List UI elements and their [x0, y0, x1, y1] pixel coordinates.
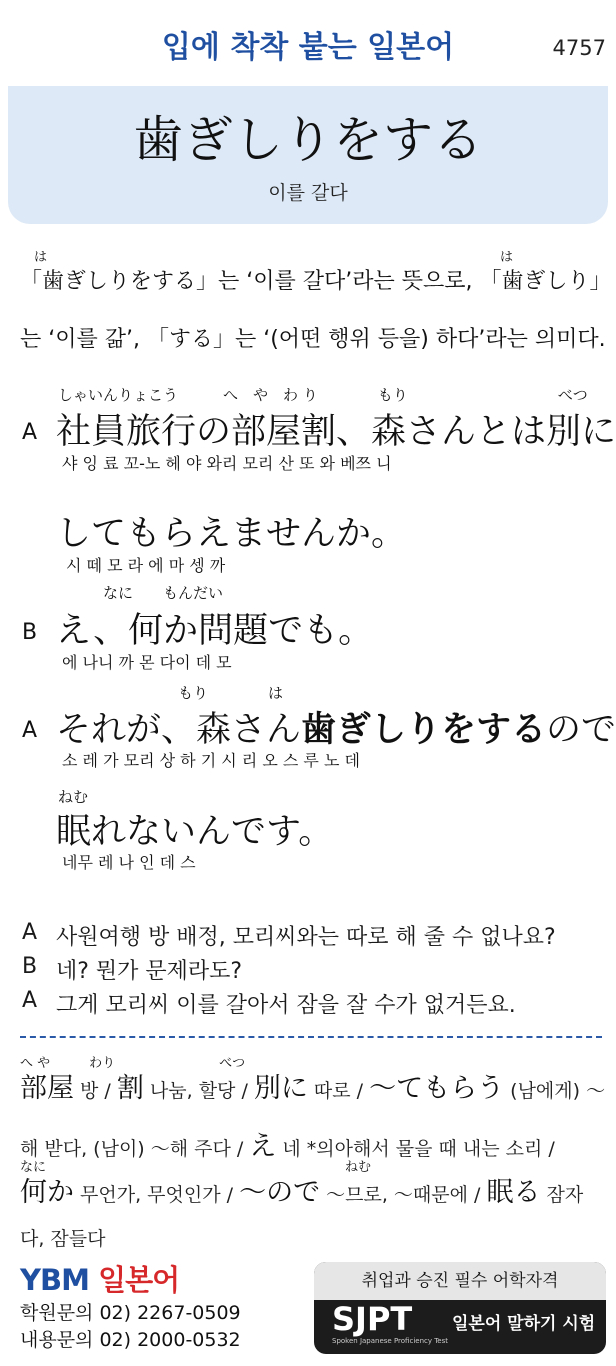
- explanation-line-1: 「歯ぎしりをする」는 ‘이를 갈다’라는 뜻으로, 「歯ぎしり」: [20, 269, 612, 294]
- translation-speaker: B: [22, 954, 38, 979]
- dialogue-reading: 에 나니 까 몬 다이 데 모: [62, 653, 232, 672]
- dialogue-reading: 샤 잉 료 꼬-노 헤 야 와리 모리 산 또 와 베쯔 니: [62, 454, 392, 473]
- vocab-word: 部屋: [20, 1073, 74, 1104]
- vocab-word: 何か: [20, 1177, 74, 1208]
- sjpt-description: 일본어 말하기 시험: [452, 1314, 596, 1334]
- main-subtitle: 이를 갈다: [268, 182, 348, 204]
- vocab-meaning: 나눔, 할당 /: [143, 1080, 254, 1102]
- vocab-row: 다, 잠들다: [20, 1228, 106, 1250]
- dialogue-japanese: [56, 702, 616, 752]
- dialogue-reading: 시 떼 모 라 에 마 셍 까: [66, 556, 226, 575]
- dialogue-reading: 네무 레 나 인 데 스: [62, 853, 196, 872]
- contact-academy: 학원문의 02) 2267-0509: [20, 1302, 241, 1324]
- contact-content: 내용문의 02) 2000-0532: [20, 1329, 241, 1351]
- ybm-logo: [20, 1258, 179, 1299]
- dialogue-furigana: なに もんだい: [58, 584, 224, 602]
- explanation-furigana-2: は: [500, 250, 514, 265]
- dialogue-furigana: もり は: [58, 684, 284, 702]
- dialogue-japanese: 社員旅行の部屋割、森さんとは別に: [56, 412, 616, 452]
- vocab-meaning: 무언가, 무엇인가 /: [74, 1184, 240, 1206]
- dialogue-japanese-post: ので: [546, 710, 616, 750]
- dialogue-speaker: A: [22, 718, 38, 743]
- vocab-word: ～ので: [239, 1177, 321, 1208]
- dialogue-reading: 소 레 가 모리 상 하 기 시 리 오 스 루 노 데: [62, 751, 360, 770]
- vocab-word: 別に: [253, 1073, 308, 1104]
- vocab-meaning: 방 /: [74, 1080, 117, 1102]
- translation-text: 그게 모리씨 이를 갈아서 잠을 잘 수가 없거든요.: [56, 993, 516, 1018]
- translation-speaker: A: [22, 988, 38, 1013]
- dialogue-furigana: ねむ: [58, 788, 89, 806]
- ybm-logo-subtext: 일본어: [98, 1263, 180, 1297]
- vocab-word: ～てもらう: [369, 1073, 505, 1104]
- dialogue-japanese: してもらえませんか。: [56, 514, 407, 554]
- dialogue-japanese: 眠れないんです。: [56, 812, 334, 852]
- vocab-row: [20, 1066, 605, 1105]
- dialogue-speaker: A: [22, 420, 38, 445]
- series-title: 입에 착착 붙는 일본어: [161, 30, 455, 65]
- explanation-line-2: 는 ‘이를 갊’, 「する」는 ‘(어떤 행위 등을) 하다’라는 의미다.: [20, 327, 606, 352]
- translation-speaker: A: [22, 920, 38, 945]
- vocab-word: 割: [116, 1073, 144, 1104]
- vocab-word: 眠る: [486, 1177, 541, 1208]
- sjpt-tagline: 취업과 승진 필수 어학자격: [314, 1262, 606, 1300]
- dialogue-furigana: しゃいんりょこう へ や わ り もり べつ: [58, 386, 588, 404]
- vocab-meaning: (남에게) ～: [504, 1080, 606, 1102]
- main-title: 歯ぎしりをする: [133, 111, 483, 169]
- vocab-meaning: 따로 /: [307, 1080, 370, 1102]
- vocab-word: え: [249, 1131, 277, 1162]
- translation-text: 네? 뭔가 문제라도?: [56, 959, 243, 984]
- translation-text: 사원여행 방 배정, 모리씨와는 따로 해 줄 수 없나요?: [56, 925, 556, 950]
- vocab-meaning: 잠자: [540, 1184, 584, 1206]
- sjpt-logo: SJPT: [332, 1300, 413, 1338]
- vocab-meaning: ～므로, ～때문에 /: [320, 1184, 487, 1206]
- explanation-furigana-1: は: [34, 250, 48, 265]
- section-divider: [20, 1036, 602, 1038]
- sjpt-logo-subtitle: Spoken Japanese Proficiency Test: [332, 1337, 449, 1345]
- vocab-furigana: へ や わり べつ: [20, 1056, 246, 1071]
- vocab-furigana: なに ねむ: [20, 1160, 372, 1175]
- dialogue-japanese: え、何か問題でも。: [56, 611, 374, 651]
- issue-number: 4757: [552, 36, 606, 60]
- vocab-meaning: 해 받다, (남이) ～해 주다 /: [20, 1138, 250, 1160]
- dialogue-japanese-pre: それが、森さん: [56, 710, 302, 750]
- vocab-row: [20, 1170, 583, 1209]
- ybm-logo-text: YBM: [20, 1263, 89, 1297]
- vocab-meaning: 네 *의아해서 물을 때 내는 소리 /: [276, 1138, 555, 1160]
- dialogue-speaker: B: [22, 620, 38, 645]
- dialogue-japanese-highlight: 歯ぎしりをする: [301, 710, 547, 750]
